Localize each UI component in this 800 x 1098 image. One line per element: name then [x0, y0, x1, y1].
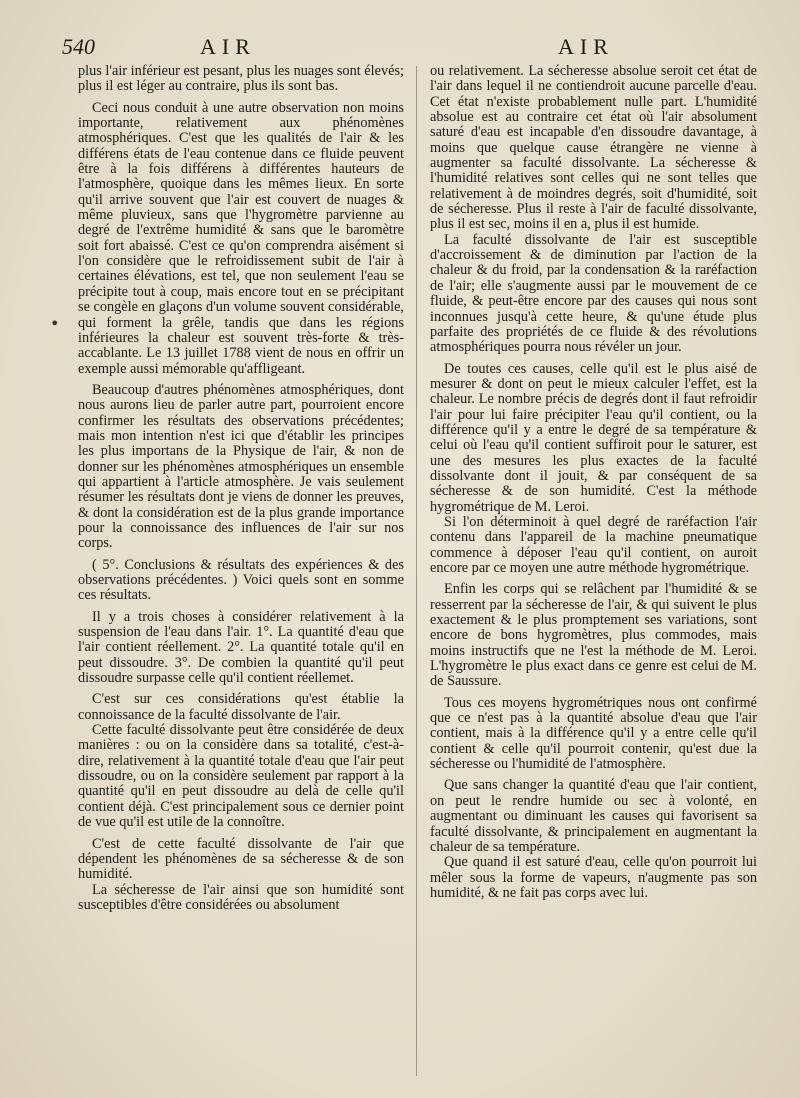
paragraph: Ceci nous conduit à une autre observation non moins importante, relativement aux phénomènes atmosphériques. C'est que les qualités de l'air & les différens états de l'eau contenue dans ce fluide peuvent être à la fois différens à différentes hauteurs de l'atmosphère, quoique dans les mêmes lieux. En sorte qu'il arrive souvent que l'air est couvert de nuages & même pluvieux, sans que l'hygromètre parvienne au degré de l'extrême humidité & sans que le baromètre soit fort abaissé. C'est ce qu'on comprendra aisément si l'on considère que le refroidissement subit de l'air à certaines élévations, est tel, que non seulement l'eau se précipite tout à coup, mais encore tout en se précipitant se congèle en glaçons d'un volume souvent considérable, qui forment la grêle, tandis que dans les régions inférieures la chaleur est souvent très-forte & très-accablante. Le 13 juillet 1788 vient de nous en offrir un exemple aussi mémorable qu'affligeant. — [78, 99, 404, 377]
running-head-right: AIR — [558, 34, 614, 59]
paragraph: Que quand il est saturé d'eau, celle qu'on pourroit lui mêler sous la forme de vapeurs, n'augmente pas son humidité, & ne fait pas corps avec lui. — [430, 854, 757, 901]
right-column — [430, 64, 757, 901]
paragraph: La faculté dissolvante de l'air est susceptible d'accroissement & de diminution par l'action de la chaleur & du froid, par la condensation & la raréfaction de l'air; elle s'augmente aussi par le mouvement de ce fluide, & peut-être encore par des causes qui nous sont inconnues jusqu'à cette heure, & qu'une étude plus parfaite des propriétés de ce fluide & des révolutions atmosphériques pourra nous révéler un jour. — [430, 231, 757, 356]
paragraph: ( 5°. Conclusions & résultats des expériences & des observations précédentes. ) Voici quels sont en somme ces résultats. — [78, 556, 404, 604]
page-header — [60, 34, 770, 64]
column-divider — [416, 66, 417, 1076]
margin-ink-mark: • — [50, 314, 60, 333]
paragraph: Beaucoup d'autres phénomènes atmosphériques, dont nous aurons lieu de parler autre part, pourroient encore confirmer les résultats des observations précédentes; mais mon intention n'est ici que d'établir les principes les plus importans de la Physique de l'air, & non de donner sur les phénomènes atmosphériques un ensemble qui appartient à l'article atmosphère. Je vais seulement résumer les résultats dont je viens de donner les preuves, & dont la considération est de la plus grande importance pour la connoissance des influences de l'air sur nos corps. — [78, 381, 404, 552]
paragraph: C'est sur ces considérations qu'est établie la connoissance de la faculté dissolvante de l'air. — [78, 691, 404, 723]
paragraph: Cette faculté dissolvante peut être considérée de deux manières : ou on la considère dans sa totalité, c'est-à-dire, relativement à la quantité totale d'eau que l'air peut dissoudre, ou on la considère seulement par rapport à la quantité qu'il en peut dissoudre au delà de celle qu'il contient déjà. C'est principalement sous ce dernier point de vue qu'il est utile de la connoître. — [78, 722, 404, 831]
paragraph: Si l'on déterminoit à quel degré de raréfaction l'air contenu dans l'appareil de la machine pneumatique commence à déposer l'eau qu'il contient, on auroit encore par ce moyen une autre méthode hygrométrique. — [430, 513, 757, 576]
paragraph: plus l'air inférieur est pesant, plus les nuages sont élevés; plus il est léger au contraire, plus ils sont bas. — [78, 63, 404, 95]
paragraph: ou relativement. La sécheresse absolue seroit cet état de l'air dans lequel il ne contiendroit aucune parcelle d'eau. Cet état n'existe probablement nulle part. L'humidité absolue est au contraire cet état où l'air absolument saturé d'eau est incapable d'en dissoudre davantage, à moins que quelque cause étrangère ne vienne à augmenter sa faculté dissolvante. La sécheresse & l'humidité relatives sont celles qui ne sont telles que relativement à de moindres degrés, soit d'humidité, soit de sécheresse. Plus il reste à l'air de faculté dissolvante, plus il est sec, moins il en a, plus il est humide. — [430, 63, 757, 233]
paragraph: Tous ces moyens hygrométriques nous ont confirmé que ce n'est pas à la quantité absolue d'eau que l'air contient, mais à la différence qu'il y a entre celle qu'il contient & celle qu'il pourroit contenir, qu'est due la sécheresse ou l'humidité de l'atmosphère. — [430, 694, 757, 773]
running-head-left: AIR — [200, 34, 256, 59]
paragraph: C'est de cette faculté dissolvante de l'air que dépendent les phénomènes de sa sécheresse & de son humidité. — [78, 835, 404, 883]
left-column — [78, 64, 404, 913]
paragraph: Que sans changer la quantité d'eau que l'air contient, on peut le rendre humide ou sec à volonté, en augmentant ou diminuant les causes qui favorisent sa faculté dissolvante, & principalement en augmentant la chaleur de sa température. — [430, 777, 757, 855]
paragraph: Enfin les corps qui se relâchent par l'humidité & se resserrent par la sécheresse de l'air, & qui suivent le plus exactement & le plus promptement ses variations, sont encore de bons hygromètres, plus commodes, mais moins instructifs que ne l'est la méthode de M. Leroi. L'hygromètre le plus exact dans ce genre est celui de M. de Saussure. — [430, 581, 757, 690]
page-number: 540 — [62, 34, 95, 59]
paragraph: De toutes ces causes, celle qu'il est le plus aisé de mesurer & dont on peut le mieux calculer l'effet, est la chaleur. Le nombre précis de degrés dont il faut refroidir l'air pour lui faire précipiter l'eau qu'il contient, ou la différence qu'il y a entre le degré de sa température & celui où l'eau qu'il contient suffiroit pour le saturer, est une des mesures les plus exactes de la faculté dissolvante dont il jouit, & par conséquent de sa sécheresse & de son humidité. C'est la méthode hygrométrique de M. Leroi. — [430, 360, 757, 515]
paragraph: La sécheresse de l'air ainsi que son humidité sont susceptibles d'être considérées ou absolument — [78, 881, 404, 913]
paragraph: Il y a trois choses à considérer relativement à la suspension de l'eau dans l'air. 1°. La quantité d'eau que l'air contient réellement. 2°. La quantité totale qu'il en peut dissoudre. 3°. De combien la quantité qu'il peut dissoudre surpasse celle qu'il contient réellemet. — [78, 608, 404, 687]
